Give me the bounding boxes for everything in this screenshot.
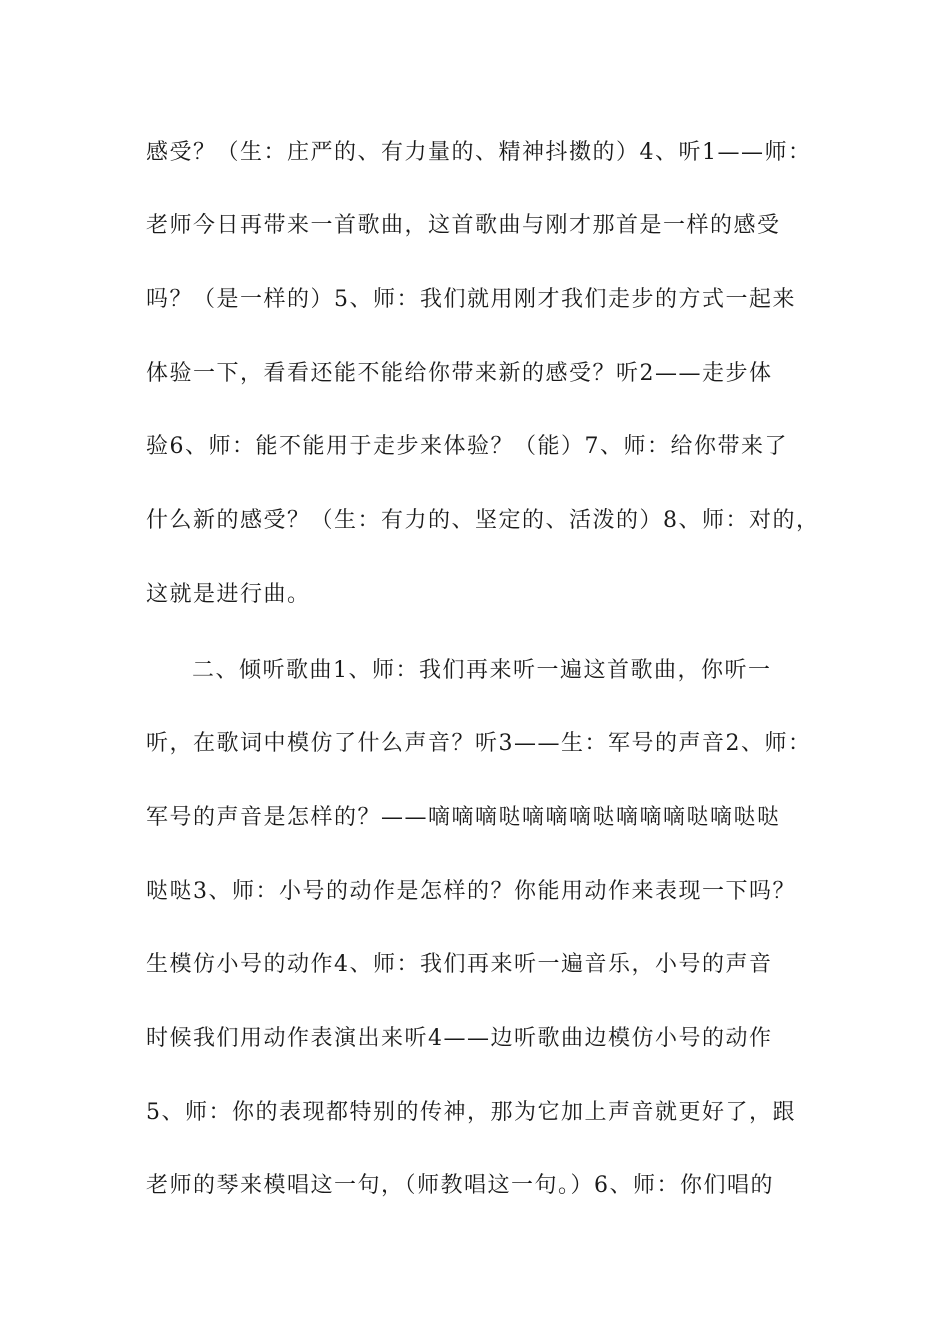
text-line-3: 吗？（是一样的）5、师：我们就用刚才我们走步的方式一起来: [146, 287, 796, 312]
text-line-13: 时候我们用动作表演出来听4——边听歌曲边模仿小号的动作: [146, 1026, 773, 1051]
text-line-15: 老师的琴来模唱这一句，（师教唱这一句。）6、师：你们唱的: [146, 1173, 774, 1198]
text-line-11: 哒哒3、师：小号的动作是怎样的？你能用动作来表现一下吗？: [146, 879, 796, 904]
text-line-6: 什么新的感受？（生：有力的、坚定的、活泼的）8、师：对的，: [146, 508, 820, 533]
text-line-9: 听，在歌词中模仿了什么声音？听3——生：军号的声音2、师：: [146, 731, 812, 756]
text-line-14: 5、师：你的表现都特别的传神，那为它加上声音就更好了，跟: [146, 1100, 796, 1125]
text-line-5: 验6、师：能不能用于走步来体验？（能）7、师：给你带来了: [146, 434, 788, 459]
text-line-7: 这就是进行曲。: [146, 582, 311, 607]
text-line-10: 军号的声音是怎样的？——嘀嘀嘀哒嘀嘀嘀哒嘀嘀嘀哒嘀哒哒: [146, 805, 781, 830]
text-line-12: 生模仿小号的动作4、师：我们再来听一遍音乐，小号的声音: [146, 952, 773, 977]
text-line-1: 感受？（生：庄严的、有力量的、精神抖擞的）4、听1——师：: [146, 140, 812, 165]
paragraph-start-line: 二、倾听歌曲1、师：我们再来听一遍这首歌曲，你听一: [192, 658, 772, 683]
text-line-4: 体验一下，看看还能不能给你带来新的感受？听2——走步体: [146, 361, 773, 386]
text-line-2: 老师今日再带来一首歌曲，这首歌曲与刚才那首是一样的感受: [146, 213, 781, 238]
